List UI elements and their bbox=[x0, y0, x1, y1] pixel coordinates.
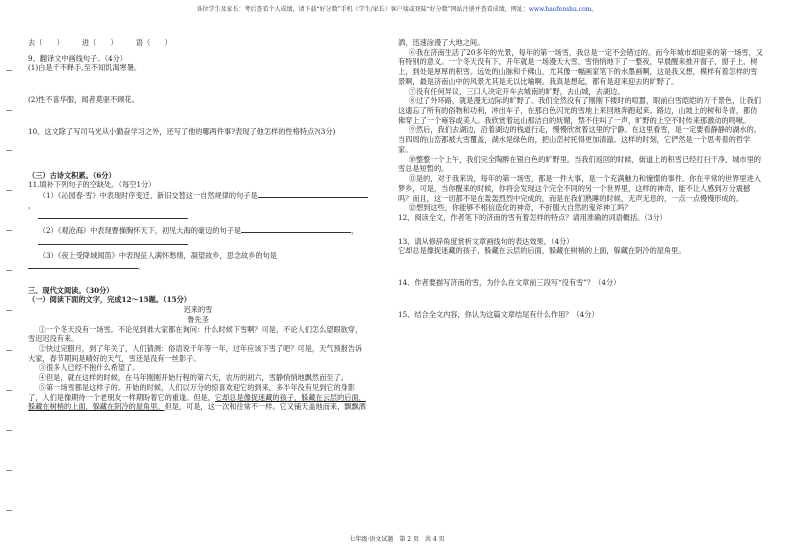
paragraph-6: ⑥我在济南生活了20多年的光景，每年的第一场雪，我总是一定不会错过的。而今年城市却迎来的第一场雪，又有特别的意义。一个冬天没有下，开年就是一场漫天大雪，雪悄悄地下了一整夜，早晨醒来推开窗子，窗子上、树上，到处是厚厚的积雪。远处的山脉和千佛山，尤其像一幅画家笔下的水墨画啊，这是我又想，模样有着怎样的雪景啊，最是济南山中的风景尤其是无以比喻啊。我真是想起，都有是迎来迎去的旷野了。 bbox=[398, 47, 763, 86]
paragraph-5: ⑤第一场雪都是这样子的。开始的时候，人们以万分的惊喜欢迎它的到来，多半年没有见到它的身影了，人们是像期待一个老朋友一样期盼着它的重逢。但是，它却总是像捉迷藏的孩子，躲藏在云层的后面，躲藏在树梢的上面，躲藏在阴冷的屋角里。但是，可是，这一次和往常不一样。它又铺天盖地而来，飘飘洒 bbox=[28, 382, 366, 412]
answer-blank[interactable] bbox=[38, 210, 188, 219]
article-author: 鲁先圣 bbox=[187, 314, 209, 324]
article-title: 迟来的雪 bbox=[183, 305, 213, 315]
section-reading-heading: 三、现代文阅读。（30分） bbox=[28, 285, 114, 295]
answer-blank[interactable] bbox=[258, 190, 368, 198]
paragraph-7: ⑦没有任何异议，三口人决定开车去城南的旷野，去山城，去湖边。 bbox=[408, 86, 625, 96]
section-3-heading: （三）古诗文积累。（6分） bbox=[28, 170, 116, 180]
question-10: 10、这文除了写司马光从小勤奋学习之外，还写了他的哪两件事?表现了他怎样的性格特点?(3分) bbox=[28, 126, 336, 136]
question-11-2: （2）《观沧海》中表现曹操胸怀天下，初见大海的豪迈的句子是 ， bbox=[38, 226, 359, 236]
paragraph-10: ⑩整整一个上午，我们完全陶醉在银白色的旷野里。当我们返回的时候，街道上的积雪已经打扫干净，城市里的雪总是短暂的。 bbox=[398, 154, 761, 174]
paragraph-12: ⑫想到这些，你能够不相信造化的神奇，不折服大自然的鬼斧神工吗？ bbox=[408, 203, 632, 213]
page-footer: 七年级·语文试题 第 2 页 共 4 页 bbox=[349, 535, 445, 543]
paragraph-8: ⑧过了外环路，就是漫无边际的旷野了。我们全然没有了刚刚下楼时的喧嚣，眼前白雪皑皑的万千景色，让我们这遗忘了所有的俗物和功利，冲出车子，在那白色闪光的雪地上来回地奔跑起来。路边，山坡上的树和冬青，都仿佛穿上了一个雍容或美人。我欣赏着远山那洁白的妩媚，禁不住叫了一声，旷野的上空不时传来那激动的鸣啾。 bbox=[398, 96, 761, 125]
paragraph-4: ④但是，就在这样的时候，在马年刚刚开始行程的第六天，农历的初六，雪静悄悄地飘然而至了。 bbox=[38, 373, 348, 383]
banner-text: 各位学生及家长：考后查看个人成绩，请下载“好分数”手机（学生/家长）客户端或登陆“好分数”网站注册并查看成绩，网址： bbox=[196, 6, 529, 13]
question-14: 14、作者要描写济南的雪，为什么在文章前三段写“没有雪”？（4分） bbox=[398, 278, 621, 288]
paragraph-2: ②快过完腊月，到了年关了，人们猜测：俗语说千年等一年，过年应该下雪了吧？可是，天气预报告诉大家，春节期间是晴好的天气，雪还是没有一丝影子。 bbox=[28, 343, 363, 363]
question-15: 15、结合全文内容，你认为这篇文章结尾有什么作用？（4分） bbox=[398, 309, 599, 319]
question-13-quote: 它却总是像捉迷藏的孩子，躲藏在云层的后面，躲藏在树梢的上面，躲藏在阴冷的屋角里。 bbox=[398, 246, 686, 256]
word-blanks-line: 去（ ） 进（ ） 语（ ） bbox=[28, 38, 172, 47]
score-notice-banner bbox=[0, 6, 794, 14]
paragraph-11: ⑪是的，对于我来说，每年的第一场雪，都是一件大事，是一个充满魅力和憧憬的事件。你在平常的世界里进入梦乡，可是，当你醒来的时候，你将会发现这个完全不同的另一个世界里，这样的神奇，能不让人感到万分震撼吗？而且，这一切都不是在轰轰烈烈中完成的，而是在我们熟睡的时候，无声无息的，一点一点慢慢形成的。 bbox=[398, 174, 761, 203]
question-11-1: （1）《沁园春·雪》中表现时序变迁、新旧交替这一自然规律的句子是， bbox=[28, 190, 368, 210]
paragraph-9: ⑨然后，我们去湖边，沿着湖边的栈道行走，慢慢欣赏着这里的宁静。在这里看雪，是一定要看静静的湖水的。当四周的山峦都被大雪覆盖，湖水是绿色的，把山峦衬托得更加清澈。这样的时刻，它俨然是一个思考着的哲学家。 bbox=[398, 125, 761, 154]
answer-blank[interactable] bbox=[28, 261, 138, 269]
answer-blank[interactable] bbox=[241, 225, 351, 233]
answer-blank[interactable] bbox=[38, 236, 188, 245]
binding-margin-ticks bbox=[6, 70, 12, 510]
right-column bbox=[398, 38, 764, 320]
question-11-3: （3）《夜上受降城闻笛》中表现征人满怀愁绪，凝望故乡，思念故乡的句是。 bbox=[28, 251, 368, 271]
reading-subsection-1: （一）阅读下面的文字，完成12～15题。（15分） bbox=[28, 295, 191, 305]
question-12: 12、阅读全文，作者笔下的济南的雪有着怎样的特点？请用准确的词语概括。（3分） bbox=[398, 212, 667, 222]
paragraph-3: ③很多人已经不抱什么希望了。 bbox=[38, 363, 140, 373]
question-9-2: (2)性不喜华服，闻者莫驱不顾花。 bbox=[28, 95, 139, 105]
banner-tail: 。 bbox=[591, 6, 598, 13]
paragraph-1: ①一个冬天没有一场雪。不论见到谁大家都在询问：什么时候下雪啊？可是，不论人们怎么望眼欲穿，雪迟迟没有来。 bbox=[28, 324, 363, 344]
question-11: 11.填补下列句子的空缺处。（每空1分） bbox=[28, 180, 156, 190]
question-9: 9、翻译文中画线句子。（4分） bbox=[28, 53, 127, 63]
left-column bbox=[28, 38, 368, 412]
underlined-sentence: 它却总是像捉迷藏的孩子，躲藏在云层的后面，躲藏在树梢的上面，躲藏在阴冷的屋角里。 bbox=[28, 392, 366, 412]
question-9-1: (1)白是千不释手,至不知饥渴寒暑。 bbox=[28, 63, 142, 73]
paragraph-5-continued: 洒，迅速涂漫了大地之间。 bbox=[398, 38, 485, 47]
banner-url-link[interactable]: www.haofenshu.com bbox=[528, 6, 592, 13]
question-13: 13、请从修辞角度赏析文章画线句的表达效果。（4分） bbox=[398, 236, 574, 246]
